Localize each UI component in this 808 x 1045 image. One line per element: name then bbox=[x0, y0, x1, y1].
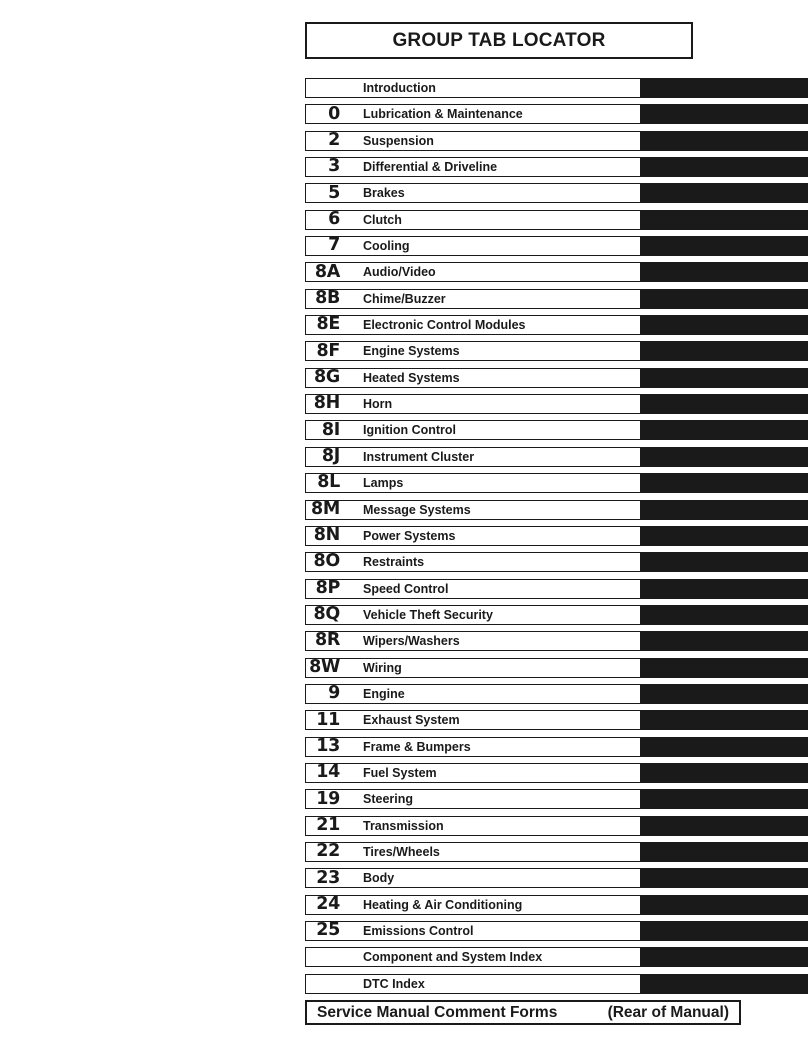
tab-label: Restraints bbox=[363, 555, 425, 570]
tab-marker-bar bbox=[641, 895, 808, 915]
tab-link[interactable] bbox=[305, 78, 641, 98]
tab-label: Exhaust System bbox=[363, 713, 460, 728]
tab-number: 8F bbox=[316, 340, 340, 361]
tab-number: 8M bbox=[311, 498, 340, 519]
tab-link[interactable] bbox=[305, 289, 641, 309]
tab-number: 8P bbox=[315, 577, 340, 598]
tab-marker-bar bbox=[641, 921, 808, 941]
tab-link[interactable] bbox=[305, 710, 641, 730]
tab-label: Audio/Video bbox=[363, 265, 436, 280]
tab-number: 9 bbox=[328, 683, 340, 704]
comment-forms-label: Service Manual Comment Forms bbox=[317, 1003, 558, 1021]
tab-marker-bar bbox=[641, 262, 808, 282]
tab-row bbox=[305, 946, 808, 972]
tab-number: 8I bbox=[321, 419, 340, 440]
tab-link[interactable] bbox=[305, 420, 641, 440]
tab-marker-bar bbox=[641, 473, 808, 493]
tab-label: Heated Systems bbox=[363, 370, 460, 385]
comment-forms-location: (Rear of Manual) bbox=[607, 1003, 729, 1021]
tab-label: Message Systems bbox=[363, 502, 471, 517]
tab-link[interactable] bbox=[305, 868, 641, 888]
tab-label: Body bbox=[363, 871, 395, 886]
tab-row bbox=[305, 182, 808, 208]
comment-forms-note bbox=[305, 1000, 741, 1025]
tab-marker-bar bbox=[641, 394, 808, 414]
tab-label: Ignition Control bbox=[363, 423, 457, 438]
tab-link[interactable] bbox=[305, 104, 641, 124]
tab-label: Differential & Driveline bbox=[363, 160, 498, 175]
tab-link[interactable] bbox=[305, 131, 641, 151]
tab-link[interactable] bbox=[305, 947, 641, 967]
tab-row bbox=[305, 367, 808, 393]
tab-marker-bar bbox=[641, 289, 808, 309]
tab-label: Wiring bbox=[363, 660, 402, 675]
tab-row bbox=[305, 499, 808, 525]
tab-label: Instrument Cluster bbox=[363, 449, 475, 464]
tab-marker-bar bbox=[641, 842, 808, 862]
tab-row bbox=[305, 973, 808, 999]
tab-marker-bar bbox=[641, 341, 808, 361]
tab-number: 8G bbox=[314, 367, 340, 388]
tab-number: 8B bbox=[315, 288, 340, 308]
tab-marker-bar bbox=[641, 236, 808, 256]
tab-number: 25 bbox=[316, 920, 340, 941]
tab-label: Engine bbox=[363, 686, 405, 701]
tab-number: 7 bbox=[328, 235, 340, 256]
tab-row bbox=[305, 209, 808, 235]
tab-number: 8Q bbox=[313, 604, 340, 625]
tab-marker-bar bbox=[641, 868, 808, 888]
tab-label: Cooling bbox=[363, 239, 410, 254]
tab-link[interactable] bbox=[305, 789, 641, 809]
tab-row bbox=[305, 103, 808, 129]
tab-marker-bar bbox=[641, 605, 808, 625]
tab-link[interactable] bbox=[305, 157, 641, 177]
tab-row bbox=[305, 472, 808, 498]
tab-link[interactable] bbox=[305, 842, 641, 862]
tab-marker-bar bbox=[641, 183, 808, 203]
tab-marker-bar bbox=[641, 737, 808, 757]
tab-label: Power Systems bbox=[363, 528, 456, 543]
tab-label: Engine Systems bbox=[363, 344, 460, 359]
tab-marker-bar bbox=[641, 947, 808, 967]
tab-label: DTC Index bbox=[363, 976, 425, 991]
tab-marker-bar bbox=[641, 78, 808, 98]
tab-row bbox=[305, 314, 808, 340]
tab-number: 21 bbox=[316, 814, 340, 835]
tab-marker-bar bbox=[641, 104, 808, 124]
tab-link[interactable] bbox=[305, 816, 641, 836]
tab-marker-bar bbox=[641, 579, 808, 599]
tab-label: Speed Control bbox=[363, 581, 449, 596]
tab-marker-bar bbox=[641, 552, 808, 572]
tab-number: 2 bbox=[328, 129, 340, 150]
tab-number: 14 bbox=[316, 762, 340, 783]
tab-row bbox=[305, 77, 808, 103]
tab-marker-bar bbox=[641, 526, 808, 546]
tab-link[interactable] bbox=[305, 552, 641, 572]
tab-number: 8O bbox=[313, 551, 340, 572]
tab-label: Horn bbox=[363, 397, 393, 412]
tab-row bbox=[305, 841, 808, 867]
tab-row bbox=[305, 235, 808, 261]
tab-link[interactable] bbox=[305, 315, 641, 335]
tab-number: 13 bbox=[316, 735, 340, 756]
tab-label: Introduction bbox=[363, 81, 436, 95]
tab-number: 19 bbox=[316, 788, 340, 809]
tab-link[interactable] bbox=[305, 500, 641, 520]
tab-label: Lamps bbox=[363, 476, 404, 491]
tab-row bbox=[305, 736, 808, 762]
tab-link[interactable] bbox=[305, 763, 641, 783]
tab-marker-bar bbox=[641, 816, 808, 836]
tab-row bbox=[305, 525, 808, 551]
tab-number: 22 bbox=[316, 841, 340, 862]
tab-label: Clutch bbox=[363, 212, 402, 227]
tab-label: Vehicle Theft Security bbox=[363, 607, 493, 622]
tab-row bbox=[305, 551, 808, 577]
tab-link[interactable] bbox=[305, 921, 641, 941]
tab-row bbox=[305, 709, 808, 735]
tab-label: Suspension bbox=[363, 133, 434, 148]
tab-marker-bar bbox=[641, 210, 808, 230]
tab-link[interactable] bbox=[305, 183, 641, 203]
tab-label: Brakes bbox=[363, 186, 405, 201]
tab-number: 24 bbox=[316, 893, 340, 914]
tab-row bbox=[305, 604, 808, 630]
tab-number: 0 bbox=[328, 103, 340, 124]
tab-number: 8W bbox=[309, 656, 340, 677]
tab-label: Emissions Control bbox=[363, 924, 474, 938]
group-tab-list bbox=[305, 77, 808, 999]
tab-row bbox=[305, 894, 808, 920]
tab-marker-bar bbox=[641, 789, 808, 809]
tab-label: Wipers/Washers bbox=[363, 634, 460, 649]
tab-link[interactable] bbox=[305, 684, 641, 704]
tab-row bbox=[305, 683, 808, 709]
tab-row bbox=[305, 419, 808, 445]
tab-row bbox=[305, 762, 808, 788]
tab-row bbox=[305, 261, 808, 287]
tab-link[interactable] bbox=[305, 526, 641, 546]
tab-link[interactable] bbox=[305, 210, 641, 230]
tab-marker-bar bbox=[641, 684, 808, 704]
tab-link[interactable] bbox=[305, 658, 641, 678]
tab-row bbox=[305, 446, 808, 472]
tab-label: Heating & Air Conditioning bbox=[363, 897, 523, 912]
page-title: GROUP TAB LOCATOR bbox=[305, 22, 693, 59]
tab-label: Component and System Index bbox=[363, 950, 543, 965]
tab-marker-bar bbox=[641, 420, 808, 440]
tab-row bbox=[305, 920, 808, 946]
tab-number: 6 bbox=[328, 208, 340, 229]
tab-number: 8E bbox=[316, 314, 340, 335]
tab-link[interactable] bbox=[305, 605, 641, 625]
tab-row bbox=[305, 288, 808, 314]
tab-number: 5 bbox=[328, 182, 340, 203]
tab-label: Fuel System bbox=[363, 765, 437, 780]
tab-label: Electronic Control Modules bbox=[363, 318, 526, 333]
tab-link[interactable] bbox=[305, 737, 641, 757]
tab-number: 8L bbox=[317, 472, 340, 493]
tab-row bbox=[305, 130, 808, 156]
tab-row bbox=[305, 657, 808, 683]
tab-row bbox=[305, 788, 808, 814]
tab-marker-bar bbox=[641, 500, 808, 520]
tab-marker-bar bbox=[641, 368, 808, 388]
tab-row bbox=[305, 867, 808, 893]
tab-link[interactable] bbox=[305, 579, 641, 599]
tab-link[interactable] bbox=[305, 974, 641, 994]
tab-row bbox=[305, 340, 808, 366]
tab-marker-bar bbox=[641, 131, 808, 151]
tab-number: 11 bbox=[316, 709, 340, 730]
tab-number: 8A bbox=[314, 261, 340, 282]
tab-link[interactable] bbox=[305, 262, 641, 282]
tab-marker-bar bbox=[641, 710, 808, 730]
tab-link[interactable] bbox=[305, 341, 641, 361]
tab-link[interactable] bbox=[305, 631, 641, 651]
tab-marker-bar bbox=[641, 974, 808, 994]
tab-label: Transmission bbox=[363, 818, 444, 833]
tab-label: Tires/Wheels bbox=[363, 844, 440, 859]
tab-row bbox=[305, 815, 808, 841]
tab-number: 8H bbox=[313, 393, 340, 414]
tab-row bbox=[305, 578, 808, 604]
tab-row bbox=[305, 630, 808, 656]
tab-number: 23 bbox=[316, 867, 340, 888]
tab-marker-bar bbox=[641, 763, 808, 783]
tab-link[interactable] bbox=[305, 895, 641, 915]
tab-row bbox=[305, 156, 808, 182]
tab-marker-bar bbox=[641, 315, 808, 335]
tab-link[interactable] bbox=[305, 394, 641, 414]
tab-link[interactable] bbox=[305, 447, 641, 467]
tab-number: 8R bbox=[314, 630, 340, 651]
tab-link[interactable] bbox=[305, 473, 641, 493]
tab-marker-bar bbox=[641, 157, 808, 177]
tab-marker-bar bbox=[641, 658, 808, 678]
tab-label: Steering bbox=[363, 792, 414, 807]
tab-marker-bar bbox=[641, 447, 808, 467]
tab-number: 8N bbox=[313, 525, 340, 546]
tab-label: Frame & Bumpers bbox=[363, 739, 471, 754]
tab-marker-bar bbox=[641, 631, 808, 651]
tab-label: Lubrication & Maintenance bbox=[363, 107, 523, 122]
tab-row bbox=[305, 393, 808, 419]
tab-link[interactable] bbox=[305, 368, 641, 388]
tab-number: 8J bbox=[321, 446, 340, 467]
tab-number: 3 bbox=[328, 156, 340, 177]
tab-label: Chime/Buzzer bbox=[363, 291, 446, 306]
tab-link[interactable] bbox=[305, 236, 641, 256]
